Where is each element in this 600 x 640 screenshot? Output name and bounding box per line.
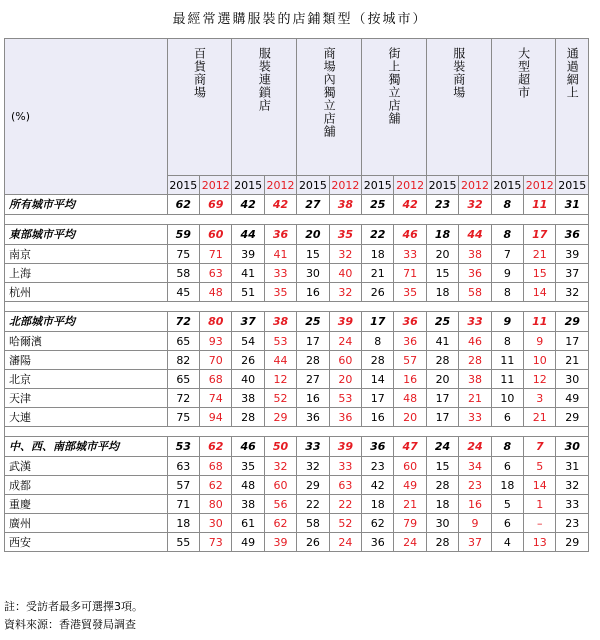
value-cell: 27 (297, 195, 329, 215)
value-cell: 28 (232, 408, 264, 427)
value-cell: 17 (362, 389, 394, 408)
value-cell: 21 (362, 264, 394, 283)
source-text: 資料來源：香港貿發局調查 (4, 618, 136, 631)
value-cell: 72 (167, 389, 199, 408)
value-cell: 5 (491, 495, 523, 514)
table-row (5, 457, 589, 476)
value-cell: 62 (264, 514, 296, 533)
value-cell: 46 (394, 225, 426, 245)
value-cell: 9 (459, 514, 491, 533)
value-cell: 22 (329, 495, 361, 514)
page-title: 最經常選購服裝的店鋪類型（按城市） (172, 12, 428, 27)
value-cell: 11 (491, 370, 523, 389)
value-cell: 15 (426, 457, 458, 476)
city-label: 重慶 (5, 495, 168, 514)
value-cell: 93 (200, 332, 232, 351)
value-cell: 18 (426, 283, 458, 302)
value-cell: 32 (329, 245, 361, 264)
table-row (5, 351, 589, 370)
value-cell: 18 (362, 245, 394, 264)
value-cell: 8 (491, 283, 523, 302)
year-header: 2012 (200, 176, 232, 195)
value-cell: 62 (200, 476, 232, 495)
value-cell: 36 (329, 408, 361, 427)
value-cell: 23 (556, 514, 589, 533)
year-header: 2015 (491, 176, 523, 195)
value-cell: 3 (524, 389, 556, 408)
value-cell: 20 (426, 370, 458, 389)
value-cell: 30 (426, 514, 458, 533)
value-cell: 94 (200, 408, 232, 427)
value-cell: 35 (264, 283, 296, 302)
value-cell: 68 (200, 370, 232, 389)
value-cell: 57 (167, 476, 199, 495)
value-cell: 12 (524, 370, 556, 389)
region-average-label: 中、西、南部城市平均 (5, 437, 168, 457)
value-cell: 24 (426, 437, 458, 457)
header-row (5, 39, 589, 176)
value-cell: 38 (459, 245, 491, 264)
value-cell: 60 (264, 476, 296, 495)
value-cell: 46 (232, 437, 264, 457)
city-label: 武漢 (5, 457, 168, 476)
value-cell: 14 (524, 283, 556, 302)
value-cell: 47 (394, 437, 426, 457)
value-cell: 38 (264, 312, 296, 332)
footnotes (4, 598, 143, 634)
value-cell: 61 (232, 514, 264, 533)
value-cell: 48 (232, 476, 264, 495)
value-cell: 71 (394, 264, 426, 283)
value-cell: 25 (362, 195, 394, 215)
value-cell: 20 (297, 225, 329, 245)
value-cell: 8 (491, 225, 523, 245)
year-header: 2012 (459, 176, 491, 195)
year-header: 2012 (524, 176, 556, 195)
value-cell: 46 (459, 332, 491, 351)
value-cell: 6 (491, 514, 523, 533)
value-cell: 17 (556, 332, 589, 351)
value-cell: 17 (362, 312, 394, 332)
value-cell: 26 (232, 351, 264, 370)
value-cell: 24 (459, 437, 491, 457)
value-cell: 13 (524, 533, 556, 552)
value-cell: 24 (329, 332, 361, 351)
value-cell: 10 (524, 351, 556, 370)
value-cell: 32 (297, 457, 329, 476)
region-average-label: 所有城市平均 (5, 195, 168, 215)
value-cell: 36 (297, 408, 329, 427)
table-container (4, 38, 589, 552)
table-row (5, 408, 589, 427)
value-cell: 1 (524, 495, 556, 514)
value-cell: 32 (556, 283, 589, 302)
value-cell: 65 (167, 332, 199, 351)
value-cell: 17 (426, 389, 458, 408)
value-cell: 8 (491, 195, 523, 215)
city-label: 哈爾濱 (5, 332, 168, 351)
value-cell: 68 (200, 457, 232, 476)
value-cell: 25 (297, 312, 329, 332)
average-row (5, 312, 589, 332)
value-cell: 11 (524, 312, 556, 332)
value-cell: 22 (362, 225, 394, 245)
value-cell: 56 (264, 495, 296, 514)
value-cell: 44 (459, 225, 491, 245)
value-cell: 51 (232, 283, 264, 302)
value-cell: 38 (459, 370, 491, 389)
value-cell: 37 (556, 264, 589, 283)
value-cell: 63 (329, 476, 361, 495)
value-cell: 63 (200, 264, 232, 283)
value-cell: 75 (167, 245, 199, 264)
value-cell: 63 (167, 457, 199, 476)
spacer-cell (5, 427, 589, 437)
value-cell: 15 (297, 245, 329, 264)
value-cell: 60 (394, 457, 426, 476)
value-cell: 32 (556, 476, 589, 495)
value-cell: 29 (556, 408, 589, 427)
value-cell: 45 (167, 283, 199, 302)
unit-label: (%) (5, 39, 168, 195)
year-header: 2012 (329, 176, 361, 195)
value-cell: 39 (556, 245, 589, 264)
value-cell: 11 (524, 195, 556, 215)
value-cell: 72 (167, 312, 199, 332)
value-cell: 30 (200, 514, 232, 533)
value-cell: 26 (297, 533, 329, 552)
value-cell: 73 (200, 533, 232, 552)
value-cell: 42 (264, 195, 296, 215)
year-header: 2015 (232, 176, 264, 195)
category-header: 通過網上 (556, 39, 589, 176)
value-cell: 14 (524, 476, 556, 495)
value-cell: 15 (426, 264, 458, 283)
value-cell: 18 (426, 495, 458, 514)
value-cell: 31 (556, 195, 589, 215)
table-row (5, 283, 589, 302)
spacer-row (5, 215, 589, 225)
city-label: 天津 (5, 389, 168, 408)
table-row (5, 389, 589, 408)
value-cell: – (524, 514, 556, 533)
region-average-label: 東部城市平均 (5, 225, 168, 245)
value-cell: 55 (167, 533, 199, 552)
average-row (5, 195, 589, 215)
table-row (5, 245, 589, 264)
value-cell: 33 (329, 457, 361, 476)
region-average-label: 北部城市平均 (5, 312, 168, 332)
table-row (5, 514, 589, 533)
value-cell: 39 (329, 312, 361, 332)
value-cell: 36 (362, 533, 394, 552)
value-cell: 14 (362, 370, 394, 389)
value-cell: 23 (362, 457, 394, 476)
value-cell: 28 (362, 351, 394, 370)
value-cell: 49 (232, 533, 264, 552)
value-cell: 31 (556, 457, 589, 476)
value-cell: 29 (297, 476, 329, 495)
value-cell: 54 (232, 332, 264, 351)
value-cell: 23 (426, 195, 458, 215)
value-cell: 65 (167, 370, 199, 389)
value-cell: 33 (556, 495, 589, 514)
table-row (5, 264, 589, 283)
value-cell: 10 (491, 389, 523, 408)
value-cell: 18 (426, 225, 458, 245)
value-cell: 75 (167, 408, 199, 427)
value-cell: 39 (264, 533, 296, 552)
value-cell: 58 (297, 514, 329, 533)
value-cell: 20 (394, 408, 426, 427)
value-cell: 52 (329, 514, 361, 533)
value-cell: 71 (167, 495, 199, 514)
value-cell: 60 (200, 225, 232, 245)
value-cell: 17 (297, 332, 329, 351)
value-cell: 30 (556, 370, 589, 389)
value-cell: 28 (297, 351, 329, 370)
value-cell: 79 (394, 514, 426, 533)
city-label: 大連 (5, 408, 168, 427)
value-cell: 42 (394, 195, 426, 215)
value-cell: 32 (329, 283, 361, 302)
value-cell: 27 (297, 370, 329, 389)
value-cell: 44 (232, 225, 264, 245)
value-cell: 25 (426, 312, 458, 332)
year-header: 2015 (297, 176, 329, 195)
value-cell: 38 (232, 495, 264, 514)
category-header: 百貨商場 (167, 39, 232, 176)
value-cell: 8 (491, 332, 523, 351)
value-cell: 62 (167, 195, 199, 215)
value-cell: 16 (459, 495, 491, 514)
value-cell: 37 (232, 312, 264, 332)
value-cell: 49 (556, 389, 589, 408)
year-header: 2012 (264, 176, 296, 195)
table-row (5, 533, 589, 552)
value-cell: 33 (459, 312, 491, 332)
value-cell: 42 (232, 195, 264, 215)
value-cell: 38 (329, 195, 361, 215)
value-cell: 41 (232, 264, 264, 283)
value-cell: 40 (329, 264, 361, 283)
value-cell: 37 (459, 533, 491, 552)
value-cell: 62 (200, 437, 232, 457)
value-cell: 32 (459, 195, 491, 215)
value-cell: 30 (556, 437, 589, 457)
value-cell: 30 (297, 264, 329, 283)
value-cell: 58 (459, 283, 491, 302)
value-cell: 82 (167, 351, 199, 370)
value-cell: 57 (394, 351, 426, 370)
value-cell: 17 (426, 408, 458, 427)
table-row (5, 370, 589, 389)
value-cell: 29 (556, 312, 589, 332)
value-cell: 52 (264, 389, 296, 408)
value-cell: 36 (264, 225, 296, 245)
value-cell: 28 (459, 351, 491, 370)
value-cell: 9 (524, 332, 556, 351)
value-cell: 4 (491, 533, 523, 552)
value-cell: 16 (394, 370, 426, 389)
value-cell: 16 (297, 389, 329, 408)
value-cell: 18 (491, 476, 523, 495)
value-cell: 16 (297, 283, 329, 302)
value-cell: 41 (426, 332, 458, 351)
value-cell: 5 (524, 457, 556, 476)
value-cell: 80 (200, 495, 232, 514)
value-cell: 20 (426, 245, 458, 264)
value-cell: 11 (491, 351, 523, 370)
year-header: 2015 (167, 176, 199, 195)
value-cell: 9 (491, 264, 523, 283)
table-row (5, 332, 589, 351)
value-cell: 39 (329, 437, 361, 457)
value-cell: 8 (491, 437, 523, 457)
value-cell: 53 (329, 389, 361, 408)
value-cell: 28 (426, 351, 458, 370)
value-cell: 36 (556, 225, 589, 245)
city-label: 成都 (5, 476, 168, 495)
city-label: 南京 (5, 245, 168, 264)
value-cell: 21 (459, 389, 491, 408)
value-cell: 48 (200, 283, 232, 302)
category-header: 商場內獨立店舖 (297, 39, 362, 176)
value-cell: 58 (167, 264, 199, 283)
spacer-cell (5, 302, 589, 312)
city-label: 廣州 (5, 514, 168, 533)
value-cell: 48 (394, 389, 426, 408)
value-cell: 12 (264, 370, 296, 389)
city-label: 北京 (5, 370, 168, 389)
value-cell: 50 (264, 437, 296, 457)
value-cell: 38 (232, 389, 264, 408)
value-cell: 59 (167, 225, 199, 245)
value-cell: 20 (329, 370, 361, 389)
value-cell: 35 (394, 283, 426, 302)
data-table (4, 38, 589, 552)
value-cell: 28 (426, 476, 458, 495)
value-cell: 35 (232, 457, 264, 476)
value-cell: 29 (556, 533, 589, 552)
value-cell: 80 (200, 312, 232, 332)
spacer-row (5, 427, 589, 437)
value-cell: 9 (491, 312, 523, 332)
value-cell: 6 (491, 457, 523, 476)
value-cell: 40 (232, 370, 264, 389)
value-cell: 33 (459, 408, 491, 427)
value-cell: 36 (394, 312, 426, 332)
value-cell: 42 (362, 476, 394, 495)
value-cell: 36 (394, 332, 426, 351)
table-row (5, 495, 589, 514)
spacer-cell (5, 215, 589, 225)
value-cell: 24 (329, 533, 361, 552)
value-cell: 33 (264, 264, 296, 283)
spacer-row (5, 302, 589, 312)
value-cell: 62 (362, 514, 394, 533)
value-cell: 53 (167, 437, 199, 457)
value-cell: 18 (167, 514, 199, 533)
year-header: 2015 (362, 176, 394, 195)
value-cell: 29 (264, 408, 296, 427)
value-cell: 74 (200, 389, 232, 408)
category-header: 服裝連鎖店 (232, 39, 297, 176)
value-cell: 35 (329, 225, 361, 245)
city-label: 杭州 (5, 283, 168, 302)
value-cell: 7 (491, 245, 523, 264)
year-header: 2015 (426, 176, 458, 195)
value-cell: 17 (524, 225, 556, 245)
value-cell: 33 (297, 437, 329, 457)
value-cell: 28 (426, 533, 458, 552)
value-cell: 36 (459, 264, 491, 283)
value-cell: 21 (394, 495, 426, 514)
value-cell: 70 (200, 351, 232, 370)
value-cell: 36 (362, 437, 394, 457)
value-cell: 26 (362, 283, 394, 302)
value-cell: 7 (524, 437, 556, 457)
value-cell: 34 (459, 457, 491, 476)
value-cell: 21 (524, 408, 556, 427)
value-cell: 15 (524, 264, 556, 283)
value-cell: 60 (329, 351, 361, 370)
average-row (5, 225, 589, 245)
value-cell: 71 (200, 245, 232, 264)
city-label: 瀋陽 (5, 351, 168, 370)
value-cell: 39 (232, 245, 264, 264)
value-cell: 18 (362, 495, 394, 514)
note-text: 註：受訪者最多可選擇3項。 (4, 600, 143, 613)
category-header: 大型超市 (491, 39, 556, 176)
value-cell: 41 (264, 245, 296, 264)
category-header: 服裝商場 (426, 39, 491, 176)
value-cell: 8 (362, 332, 394, 351)
value-cell: 22 (297, 495, 329, 514)
value-cell: 21 (524, 245, 556, 264)
category-header: 街上獨立店舖 (362, 39, 427, 176)
value-cell: 23 (459, 476, 491, 495)
city-label: 西安 (5, 533, 168, 552)
value-cell: 24 (394, 533, 426, 552)
value-cell: 44 (264, 351, 296, 370)
value-cell: 16 (362, 408, 394, 427)
year-header: 2015 (556, 176, 589, 195)
year-header: 2012 (394, 176, 426, 195)
value-cell: 49 (394, 476, 426, 495)
table-row (5, 476, 589, 495)
average-row (5, 437, 589, 457)
value-cell: 32 (264, 457, 296, 476)
value-cell: 21 (556, 351, 589, 370)
value-cell: 6 (491, 408, 523, 427)
value-cell: 53 (264, 332, 296, 351)
city-label: 上海 (5, 264, 168, 283)
value-cell: 33 (394, 245, 426, 264)
value-cell: 69 (200, 195, 232, 215)
